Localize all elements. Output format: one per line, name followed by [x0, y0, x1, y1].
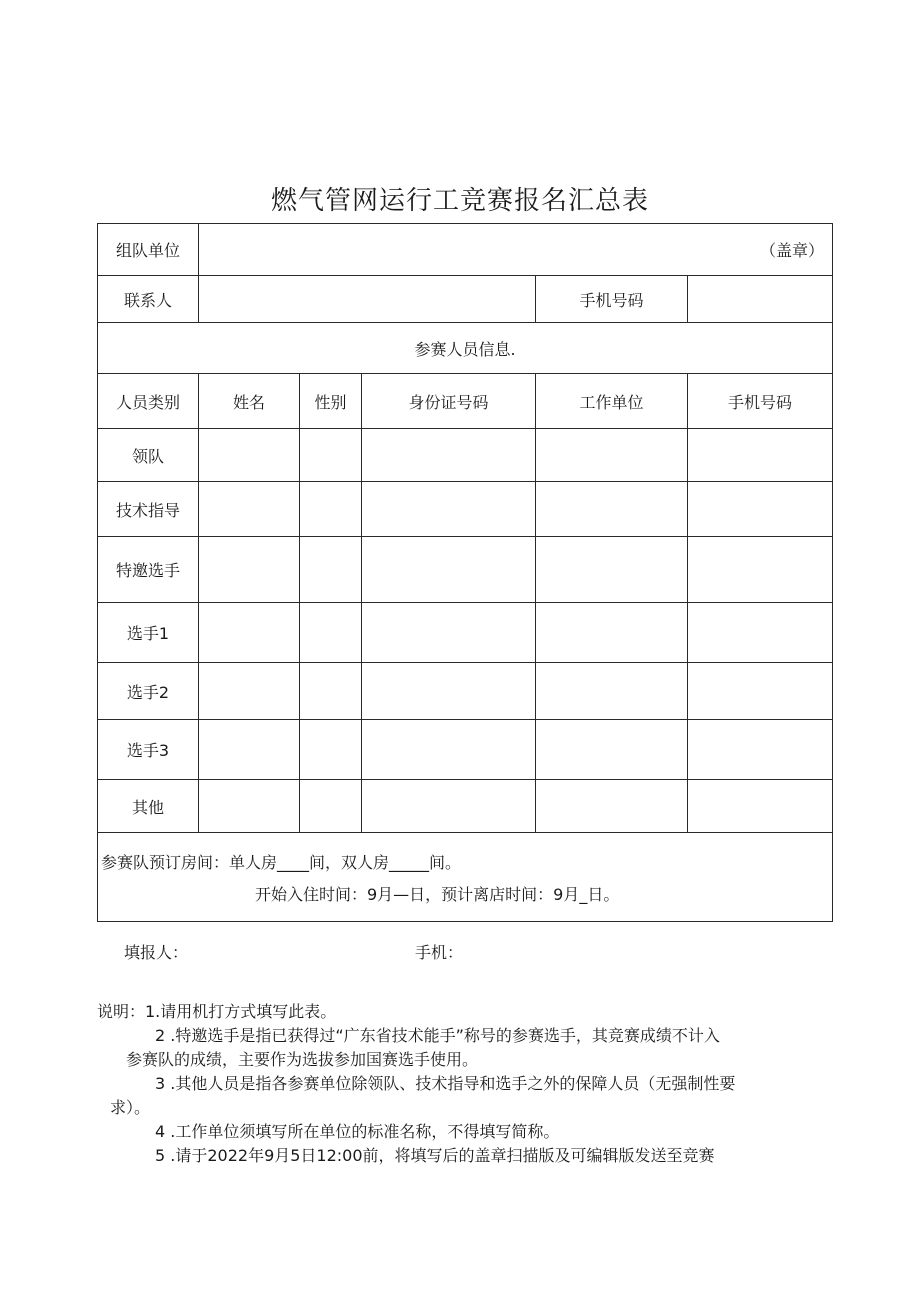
row-label: 技术指导 — [98, 482, 199, 537]
name-cell[interactable] — [199, 537, 300, 603]
col-header-mobile: 手机号码 — [688, 374, 833, 429]
note-5: 5 .请于2022年9月5日12:00前，将填写后的盖章扫描版及可编辑版发送至竞赛 — [155, 1146, 715, 1165]
mobile-cell[interactable] — [688, 603, 833, 663]
name-cell[interactable] — [199, 482, 300, 537]
org-row — [98, 224, 833, 276]
note-4: 4 .工作单位须填写所在单位的标准名称，不得填写简称。 — [155, 1122, 560, 1141]
table-row — [98, 780, 833, 833]
name-cell[interactable] — [199, 603, 300, 663]
col-header-gender: 性别 — [300, 374, 362, 429]
gender-cell[interactable] — [300, 429, 362, 482]
employer-cell[interactable] — [536, 603, 688, 663]
contact-row — [98, 276, 833, 323]
page-title: 燃气管网运行工竞赛报名汇总表 — [270, 186, 649, 216]
col-header-name: 姓名 — [199, 374, 300, 429]
column-header-row — [98, 374, 833, 429]
employer-cell[interactable] — [536, 663, 688, 720]
name-cell[interactable] — [199, 720, 300, 780]
name-cell[interactable] — [199, 663, 300, 720]
employer-cell[interactable] — [536, 537, 688, 603]
id-cell[interactable] — [362, 780, 536, 833]
row-label: 选手3 — [98, 720, 199, 780]
note-3-cont: 求）。 — [110, 1098, 151, 1117]
name-cell[interactable] — [199, 429, 300, 482]
participants-header: 参赛人员信息. — [98, 323, 833, 374]
contact-field[interactable] — [199, 276, 536, 323]
booking-rooms: 参赛队预订房间：单人房____间，双人房_____间。 — [101, 853, 462, 872]
table-row — [98, 482, 833, 537]
mobile-cell[interactable] — [688, 780, 833, 833]
filler-phone-label: 手机： — [415, 943, 464, 962]
row-label: 领队 — [98, 429, 199, 482]
row-label: 其他 — [98, 780, 199, 833]
gender-cell[interactable] — [300, 720, 362, 780]
col-header-category: 人员类别 — [98, 374, 199, 429]
row-label: 选手2 — [98, 663, 199, 720]
id-cell[interactable] — [362, 720, 536, 780]
mobile-cell[interactable] — [688, 663, 833, 720]
notes — [97, 1000, 837, 1168]
mobile-cell[interactable] — [688, 429, 833, 482]
id-cell[interactable] — [362, 537, 536, 603]
booking-dates: 开始入住时间：9月—日，预计离店时间：9月_日。 — [255, 885, 620, 904]
row-label: 选手1 — [98, 603, 199, 663]
row-label: 特邀选手 — [98, 537, 199, 603]
participants-header-row — [98, 323, 833, 374]
note-2: 2 .特邀选手是指已获得过“广东省技术能手”称号的参赛选手，其竞赛成绩不计入 — [155, 1026, 720, 1045]
table-row — [98, 537, 833, 603]
table-row — [98, 429, 833, 482]
id-cell[interactable] — [362, 429, 536, 482]
col-header-employer: 工作单位 — [536, 374, 688, 429]
org-field[interactable] — [199, 224, 833, 276]
name-cell[interactable] — [199, 780, 300, 833]
gender-cell[interactable] — [300, 482, 362, 537]
id-cell[interactable] — [362, 663, 536, 720]
gender-cell[interactable] — [300, 537, 362, 603]
note-2-cont: 参赛队的成绩，主要作为选拔参加国赛选手使用。 — [126, 1050, 479, 1069]
table-row — [98, 603, 833, 663]
org-label: 组队单位 — [98, 224, 199, 276]
employer-cell[interactable] — [536, 482, 688, 537]
gender-cell[interactable] — [300, 603, 362, 663]
note-3: 3 .其他人员是指各参赛单位除领队、技术指导和选手之外的保障人员（无强制性要 — [155, 1074, 736, 1093]
booking-row — [98, 833, 833, 922]
employer-cell[interactable] — [536, 720, 688, 780]
employer-cell[interactable] — [536, 780, 688, 833]
mobile-cell[interactable] — [688, 720, 833, 780]
table-row — [98, 720, 833, 780]
employer-cell[interactable] — [536, 429, 688, 482]
filler-label: 填报人： — [124, 943, 189, 962]
note-1: 说明：1.请用机打方式填写此表。 — [97, 1002, 337, 1021]
gender-cell[interactable] — [300, 780, 362, 833]
seal-note: （盖章） — [760, 241, 825, 260]
id-cell[interactable] — [362, 603, 536, 663]
booking-cell — [98, 833, 833, 922]
mobile-cell[interactable] — [688, 537, 833, 603]
contact-mobile-label: 手机号码 — [536, 276, 688, 323]
registration-table — [97, 223, 833, 922]
gender-cell[interactable] — [300, 663, 362, 720]
contact-label: 联系人 — [98, 276, 199, 323]
mobile-cell[interactable] — [688, 482, 833, 537]
contact-mobile-field[interactable] — [688, 276, 833, 323]
col-header-id-number: 身份证号码 — [362, 374, 536, 429]
table-row — [98, 663, 833, 720]
id-cell[interactable] — [362, 482, 536, 537]
